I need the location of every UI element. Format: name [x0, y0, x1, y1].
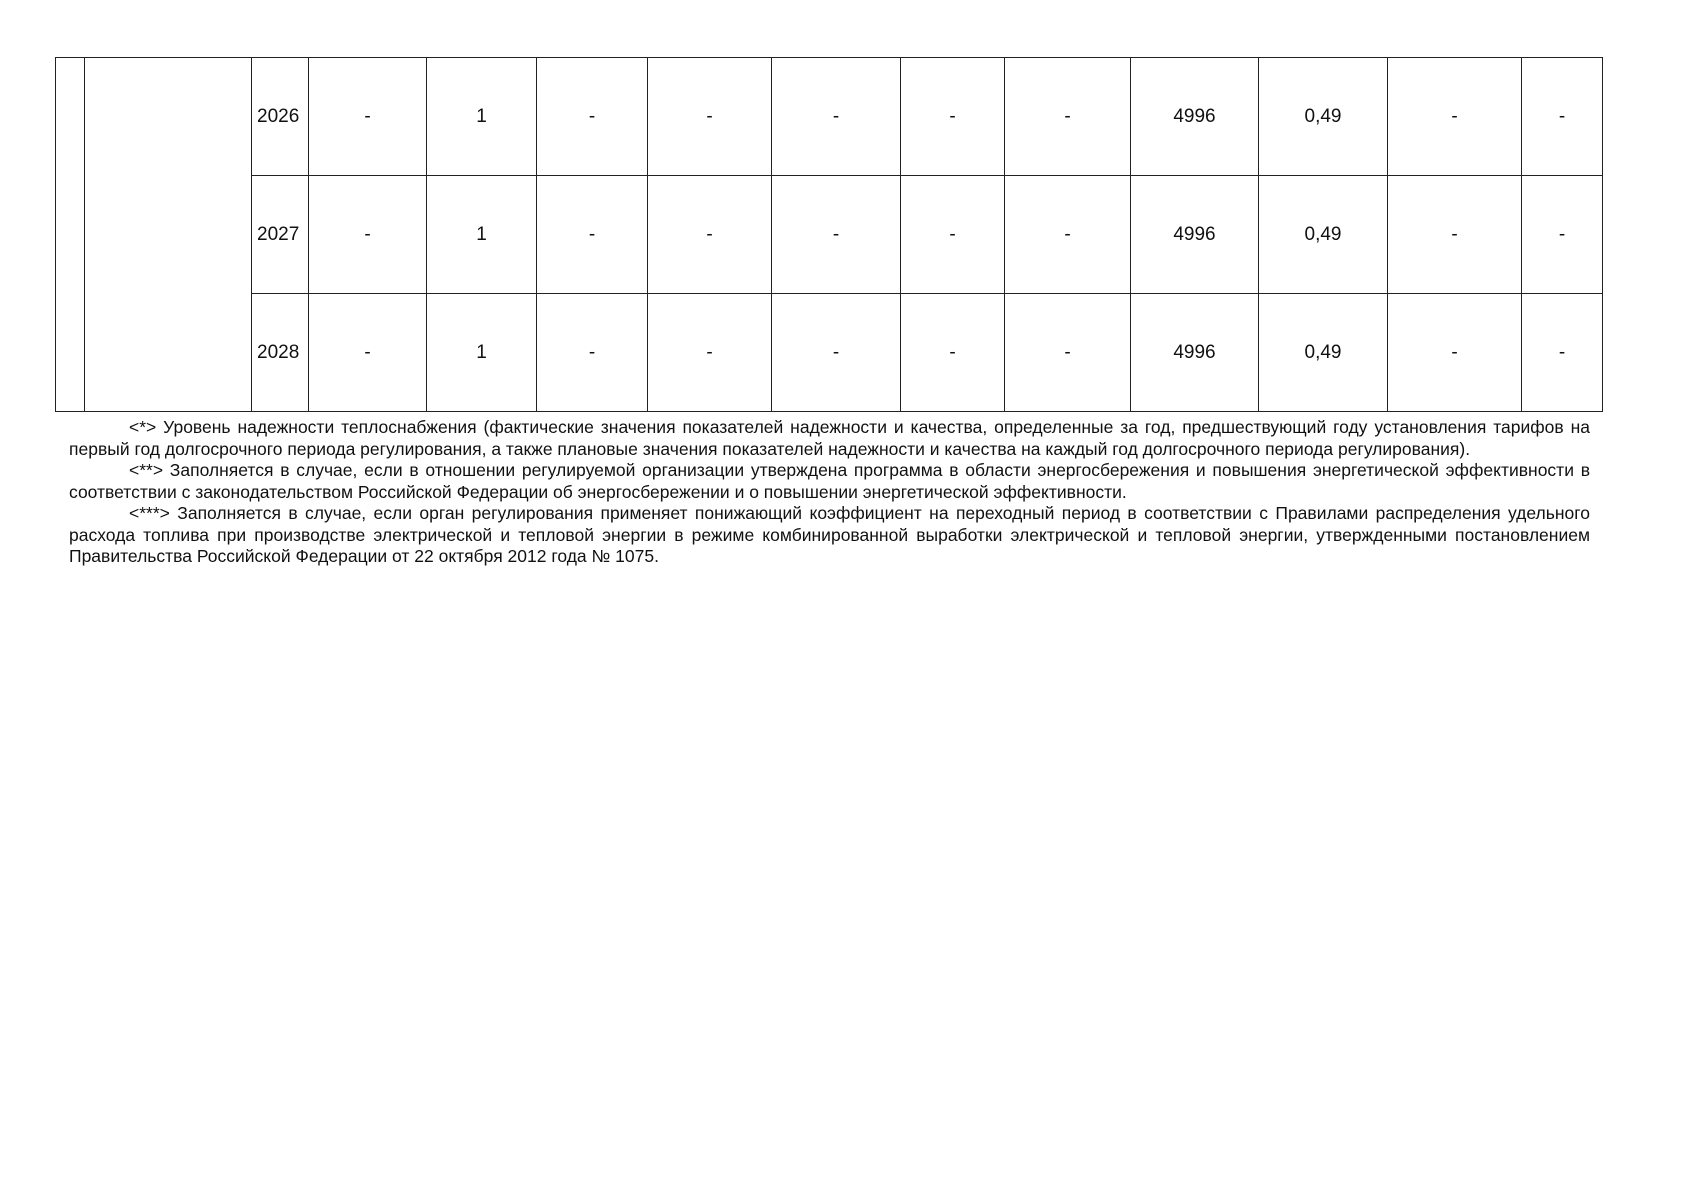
year-cell: 2028 [252, 294, 309, 412]
table-cell: - [537, 294, 648, 412]
table-cell: 1 [427, 294, 537, 412]
table-cell: - [309, 176, 427, 294]
year-cell: 2027 [252, 176, 309, 294]
table-row [56, 58, 1603, 176]
table-cell: - [537, 176, 648, 294]
indicators-table [55, 57, 1603, 412]
table-cell: - [309, 294, 427, 412]
table-cell: - [1522, 294, 1603, 412]
table-cell: 4996 [1131, 176, 1259, 294]
table-cell: - [1388, 294, 1522, 412]
table-cell: - [772, 58, 901, 176]
table-cell: - [1388, 58, 1522, 176]
table-cell: - [1388, 176, 1522, 294]
table-cell: - [648, 58, 772, 176]
table-cell: - [772, 176, 901, 294]
table-cell: - [901, 58, 1005, 176]
table-cell: - [772, 294, 901, 412]
table-cell: 0,49 [1259, 176, 1388, 294]
table-cell: - [648, 176, 772, 294]
table-cell: - [1522, 58, 1603, 176]
footnotes [69, 417, 1590, 568]
table-cell: - [1005, 294, 1131, 412]
footnote-reliability: <*> Уровень надежности теплоснабжения (фактические значения показателей надежности и качества, определенные за год, предшествующий году установления тарифов на первый год долгосрочного периода регулирования, а также плановые значения показателей надежности и качества на каждый год долгосрочного периода регулирования). [69, 417, 1590, 459]
table-cell: - [1005, 176, 1131, 294]
table-cell: - [648, 294, 772, 412]
table-row [56, 176, 1603, 294]
table-cell: - [309, 58, 427, 176]
table-cell: - [1005, 58, 1131, 176]
table-cell: 1 [427, 176, 537, 294]
table-cell: 1 [427, 58, 537, 176]
footnote-energy-saving: <**> Заполняется в случае, если в отношении регулируемой организации утверждена программа в области энергосбережения и повышения энергетической эффективности в соответствии с законодательством Российской Федерации об энергосбережении и о повышении энергетической эффективности. [69, 460, 1590, 502]
table-cell: - [901, 176, 1005, 294]
table-cell: 4996 [1131, 294, 1259, 412]
empty-number-cell [56, 58, 85, 412]
table-cell: - [537, 58, 648, 176]
footnote-reduction-coefficient: <***> Заполняется в случае, если орган регулирования применяет понижающий коэффициент на переходный период в соответствии с Правилами распределения удельного расхода топлива при производстве электрической и тепловой энергии в режиме комбинированной выработки электрической и тепловой энергии, утвержденными постановлением Правительства Российской Федерации от 22 октября 2012 года № 1075. [69, 503, 1590, 566]
table-row [56, 294, 1603, 412]
table-cell: 0,49 [1259, 294, 1388, 412]
table-cell: - [1522, 176, 1603, 294]
table-cell: 0,49 [1259, 58, 1388, 176]
year-cell: 2026 [252, 58, 309, 176]
empty-name-cell [85, 58, 252, 412]
table-cell: - [901, 294, 1005, 412]
table-cell: 4996 [1131, 58, 1259, 176]
